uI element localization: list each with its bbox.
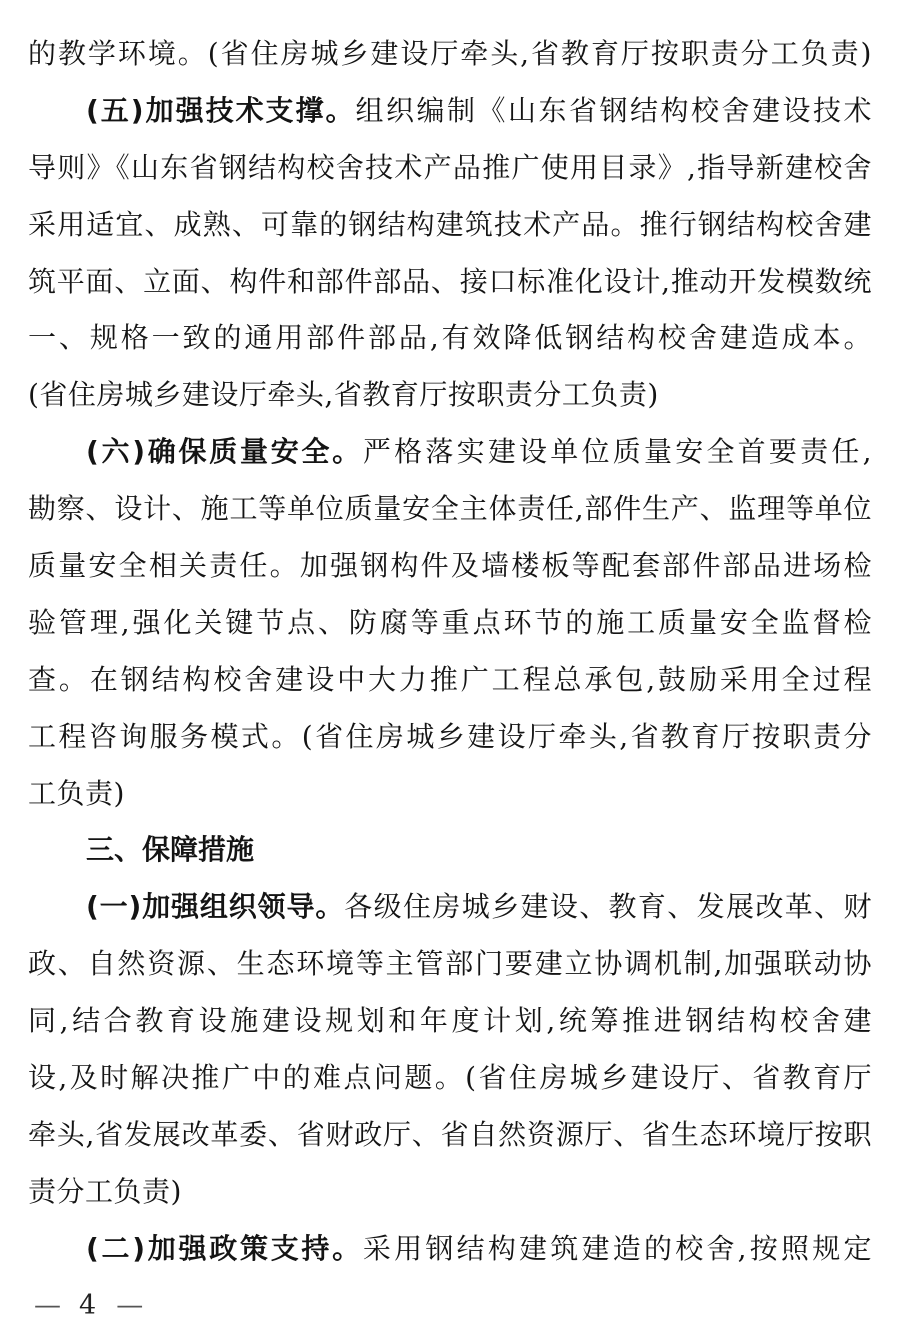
text-line [28,254,872,311]
text-segment: 质量安全相关责任。加强钢构件及墙楼板等配套部件部品进场检 [28,549,872,583]
heading-segment: 三、保障措施 [86,833,255,867]
text-segment: 设,及时解决推广中的难点问题。(省住房城乡建设厅、省教育厅 [28,1061,872,1095]
text-line [28,822,872,879]
text-segment: 牵头,省发展改革委、省财政厅、省自然资源厅、省生态环境厅按职 [28,1117,872,1151]
text-line [28,367,872,424]
text-segment: 同,结合教育设施建设规划和年度计划,统筹推进钢结构校舍建 [28,1004,872,1038]
text-line [28,481,872,538]
text-line [28,140,872,197]
text-segment: 的教学环境。(省住房城乡建设厅牵头,省教育厅按职责分工负责) [28,37,872,70]
text-segment: 组织编制《山东省钢结构校舍建设技术 [355,93,872,127]
text-segment: 工程咨询服务模式。(省住房城乡建设厅牵头,省教育厅按职责分 [28,719,872,753]
text-segment: 责分工负责) [28,1174,182,1208]
page-number: 4 [79,1290,97,1321]
text-line [28,1221,872,1278]
text-line [28,83,872,140]
text-segment: 采用钢结构建筑建造的校舍,按照规定 [362,1231,872,1265]
footer-dash-left: — [34,1290,59,1321]
text-segment: 采用适宜、成熟、可靠的钢结构建筑技术产品。推行钢结构校舍建 [28,207,872,241]
text-line [28,993,872,1050]
text-segment: 验管理,强化关键节点、防腐等重点环节的施工质量安全监督检 [28,605,872,639]
text-line [28,26,872,83]
heading-segment: (二)加强政策支持。 [86,1231,363,1265]
text-segment: 各级住房城乡建设、教育、发展改革、财 [344,890,872,924]
text-line [28,310,872,367]
text-line [28,1107,872,1164]
footer-dash-right: — [116,1290,142,1321]
text-line [28,595,872,652]
text-segment: 筑平面、立面、构件和部件部品、接口标准化设计,推动开发模数统 [28,264,872,298]
text-line [28,652,872,709]
heading-segment: (一)加强组织领导。 [86,890,345,924]
heading-segment: (六)确保质量安全。 [86,435,363,469]
text-segment: 政、自然资源、生态环境等主管部门要建立协调机制,加强联动协 [28,947,872,981]
text-line [28,936,872,993]
text-segment: 勘察、设计、施工等单位质量安全主体责任,部件生产、监理等单位 [28,492,872,526]
text-line [28,709,872,766]
heading-segment: (五)加强技术支撑。 [86,93,356,127]
document-body [28,26,872,1278]
text-segment: 查。在钢结构校舍建设中大力推广工程总承包,鼓励采用全过程 [28,662,872,696]
text-line [28,424,872,481]
text-line [28,197,872,254]
text-segment: 工负责) [28,776,125,810]
page-footer [34,1290,141,1321]
text-segment: 一、规格一致的通用部件部品,有效降低钢结构校舍建造成本。 [28,321,872,355]
text-line [28,538,872,595]
text-segment: 严格落实建设单位质量安全首要责任, [362,435,872,469]
text-line [28,766,872,823]
text-line [28,1164,872,1221]
text-segment: 导则》《山东省钢结构校舍技术产品推广使用目录》,指导新建校舍 [28,150,872,184]
text-line [28,879,872,936]
text-segment: (省住房城乡建设厅牵头,省教育厅按职责分工负责) [28,378,659,412]
text-line [28,1050,872,1107]
